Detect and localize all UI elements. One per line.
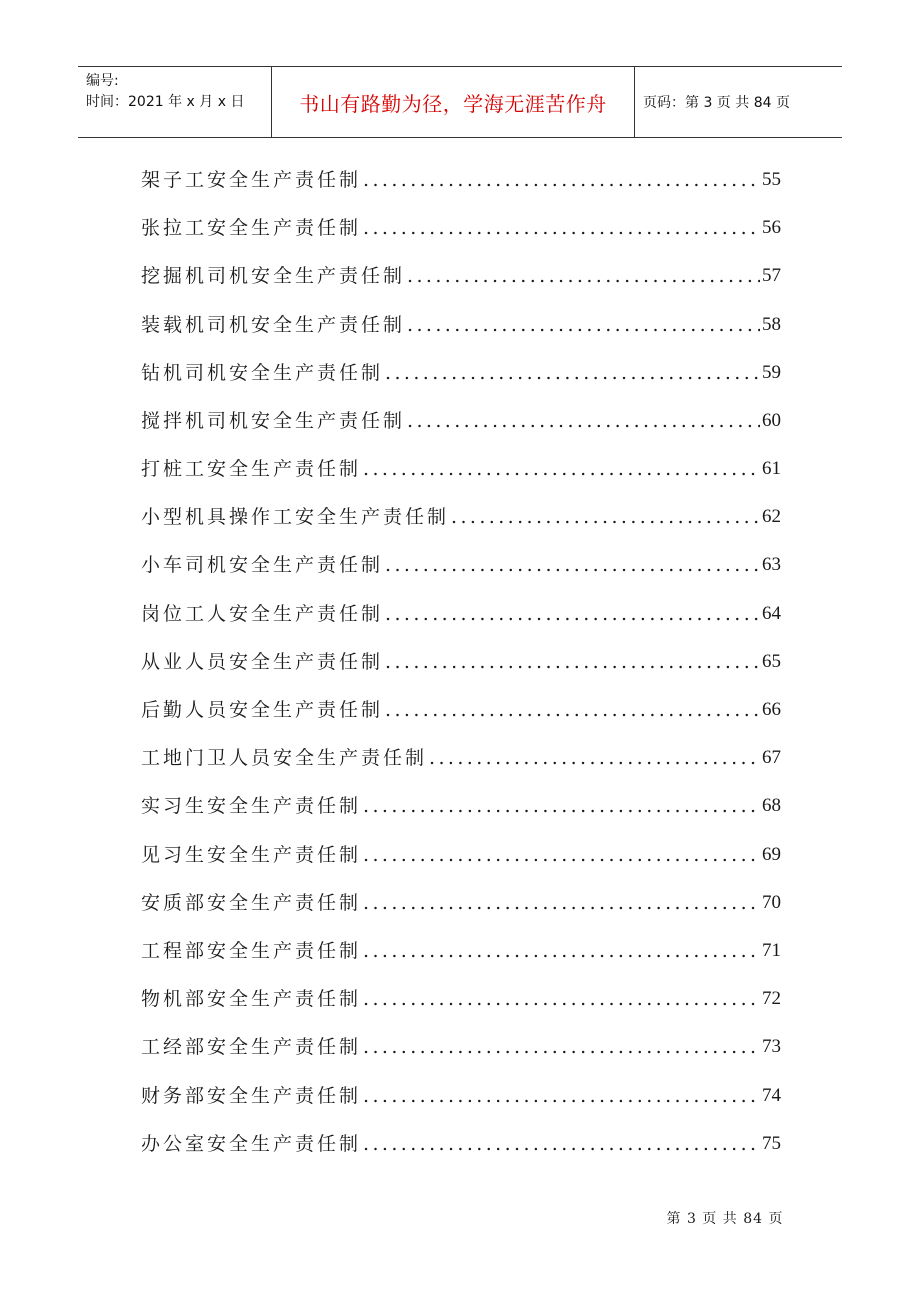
- header-motto: 书山有路勤为径，学海无涯苦作舟: [272, 67, 635, 137]
- toc-entry-title: 物机部安全生产责任制: [141, 988, 362, 1011]
- toc-entry-page-number: 73: [762, 1036, 781, 1058]
- toc-entry[interactable]: [141, 975, 781, 1023]
- toc-entry-title: 架子工安全生产责任制: [141, 168, 362, 191]
- page-header: [78, 66, 842, 138]
- toc-entry[interactable]: [141, 879, 781, 927]
- toc-entry-title: 岗位工人安全生产责任制: [141, 602, 384, 625]
- toc-entry-page-number: 59: [762, 361, 781, 383]
- toc-entry-page-number: 67: [762, 747, 781, 769]
- toc-entry-title: 安质部安全生产责任制: [141, 891, 362, 914]
- doc-number-label: 编号:: [86, 73, 119, 89]
- toc-entry-title: 挖掘机司机安全生产责任制: [141, 265, 406, 288]
- toc-dot-leader: [451, 493, 760, 541]
- toc-entry-page-number: 70: [762, 891, 781, 913]
- toc-entry-page-number: 62: [762, 506, 781, 528]
- table-of-contents: [141, 156, 781, 1168]
- toc-entry-title: 张拉工安全生产责任制: [141, 217, 362, 240]
- toc-entry-page-number: 69: [762, 843, 781, 865]
- toc-entry-page-number: 72: [762, 988, 781, 1010]
- toc-entry-page-number: 61: [762, 458, 781, 480]
- toc-entry-page-number: 66: [762, 699, 781, 721]
- header-meta: [78, 67, 272, 137]
- toc-entry-title: 小型机具操作工安全生产责任制: [141, 506, 450, 529]
- toc-entry[interactable]: [141, 1120, 781, 1168]
- page-footer: 第 3 页 共 84 页: [666, 1211, 784, 1227]
- toc-entry-title: 钻机司机安全生产责任制: [141, 361, 384, 384]
- toc-entry[interactable]: [141, 686, 781, 734]
- toc-dot-leader: [385, 349, 760, 397]
- toc-entry-title: 装载机司机安全生产责任制: [141, 313, 406, 336]
- toc-entry[interactable]: [141, 1023, 781, 1071]
- toc-entry-page-number: 68: [762, 795, 781, 817]
- toc-dot-leader: [363, 445, 760, 493]
- toc-dot-leader: [363, 879, 760, 927]
- toc-entry[interactable]: [141, 204, 781, 252]
- toc-entry-title: 后勤人员安全生产责任制: [141, 699, 384, 722]
- toc-dot-leader: [363, 782, 760, 830]
- toc-dot-leader: [363, 831, 760, 879]
- toc-entry-page-number: 55: [762, 168, 781, 190]
- toc-entry-title: 打桩工安全生产责任制: [141, 458, 362, 481]
- toc-entry-title: 小车司机安全生产责任制: [141, 554, 384, 577]
- toc-entry[interactable]: [141, 590, 781, 638]
- toc-entry-title: 工经部安全生产责任制: [141, 1036, 362, 1059]
- toc-dot-leader: [363, 927, 760, 975]
- toc-entry-page-number: 74: [762, 1084, 781, 1106]
- toc-entry-title: 工程部安全生产责任制: [141, 939, 362, 962]
- toc-dot-leader: [363, 156, 760, 204]
- toc-entry[interactable]: [141, 156, 781, 204]
- toc-dot-leader: [407, 301, 760, 349]
- toc-dot-leader: [385, 541, 760, 589]
- toc-entry-title: 财务部安全生产责任制: [141, 1084, 362, 1107]
- toc-dot-leader: [363, 1023, 760, 1071]
- toc-entry[interactable]: [141, 782, 781, 830]
- doc-date-label: 时间：2021 年 x 月 x 日: [86, 94, 245, 110]
- toc-entry[interactable]: [141, 831, 781, 879]
- toc-entry-page-number: 57: [762, 265, 781, 287]
- toc-entry-title: 见习生安全生产责任制: [141, 843, 362, 866]
- toc-entry[interactable]: [141, 301, 781, 349]
- toc-dot-leader: [407, 397, 760, 445]
- toc-entry-page-number: 64: [762, 602, 781, 624]
- toc-entry[interactable]: [141, 638, 781, 686]
- toc-entry[interactable]: [141, 927, 781, 975]
- toc-dot-leader: [363, 1072, 760, 1120]
- toc-entry-title: 从业人员安全生产责任制: [141, 650, 384, 673]
- toc-entry[interactable]: [141, 397, 781, 445]
- toc-entry[interactable]: [141, 1072, 781, 1120]
- toc-entry[interactable]: [141, 734, 781, 782]
- toc-dot-leader: [363, 975, 760, 1023]
- toc-dot-leader: [363, 1120, 760, 1168]
- toc-entry[interactable]: [141, 542, 781, 590]
- toc-entry[interactable]: [141, 252, 781, 300]
- toc-entry-page-number: 63: [762, 554, 781, 576]
- toc-dot-leader: [385, 638, 760, 686]
- toc-dot-leader: [385, 686, 760, 734]
- toc-entry-title: 办公室安全生产责任制: [141, 1132, 362, 1155]
- toc-dot-leader: [407, 252, 760, 300]
- toc-dot-leader: [363, 204, 760, 252]
- toc-entry-page-number: 56: [762, 217, 781, 239]
- toc-entry-page-number: 58: [762, 313, 781, 335]
- toc-entry-page-number: 75: [762, 1132, 781, 1154]
- toc-entry-page-number: 60: [762, 409, 781, 431]
- toc-entry[interactable]: [141, 493, 781, 541]
- toc-entry-title: 工地门卫人员安全生产责任制: [141, 747, 428, 770]
- toc-entry-page-number: 65: [762, 650, 781, 672]
- toc-dot-leader: [429, 734, 760, 782]
- toc-entry-title: 搅拌机司机安全生产责任制: [141, 409, 406, 432]
- toc-entry-title: 实习生安全生产责任制: [141, 795, 362, 818]
- header-page-info: 页码：第 3 页 共 84 页: [643, 95, 790, 111]
- toc-dot-leader: [385, 590, 760, 638]
- toc-entry[interactable]: [141, 349, 781, 397]
- toc-entry[interactable]: [141, 445, 781, 493]
- toc-entry-page-number: 71: [762, 939, 781, 961]
